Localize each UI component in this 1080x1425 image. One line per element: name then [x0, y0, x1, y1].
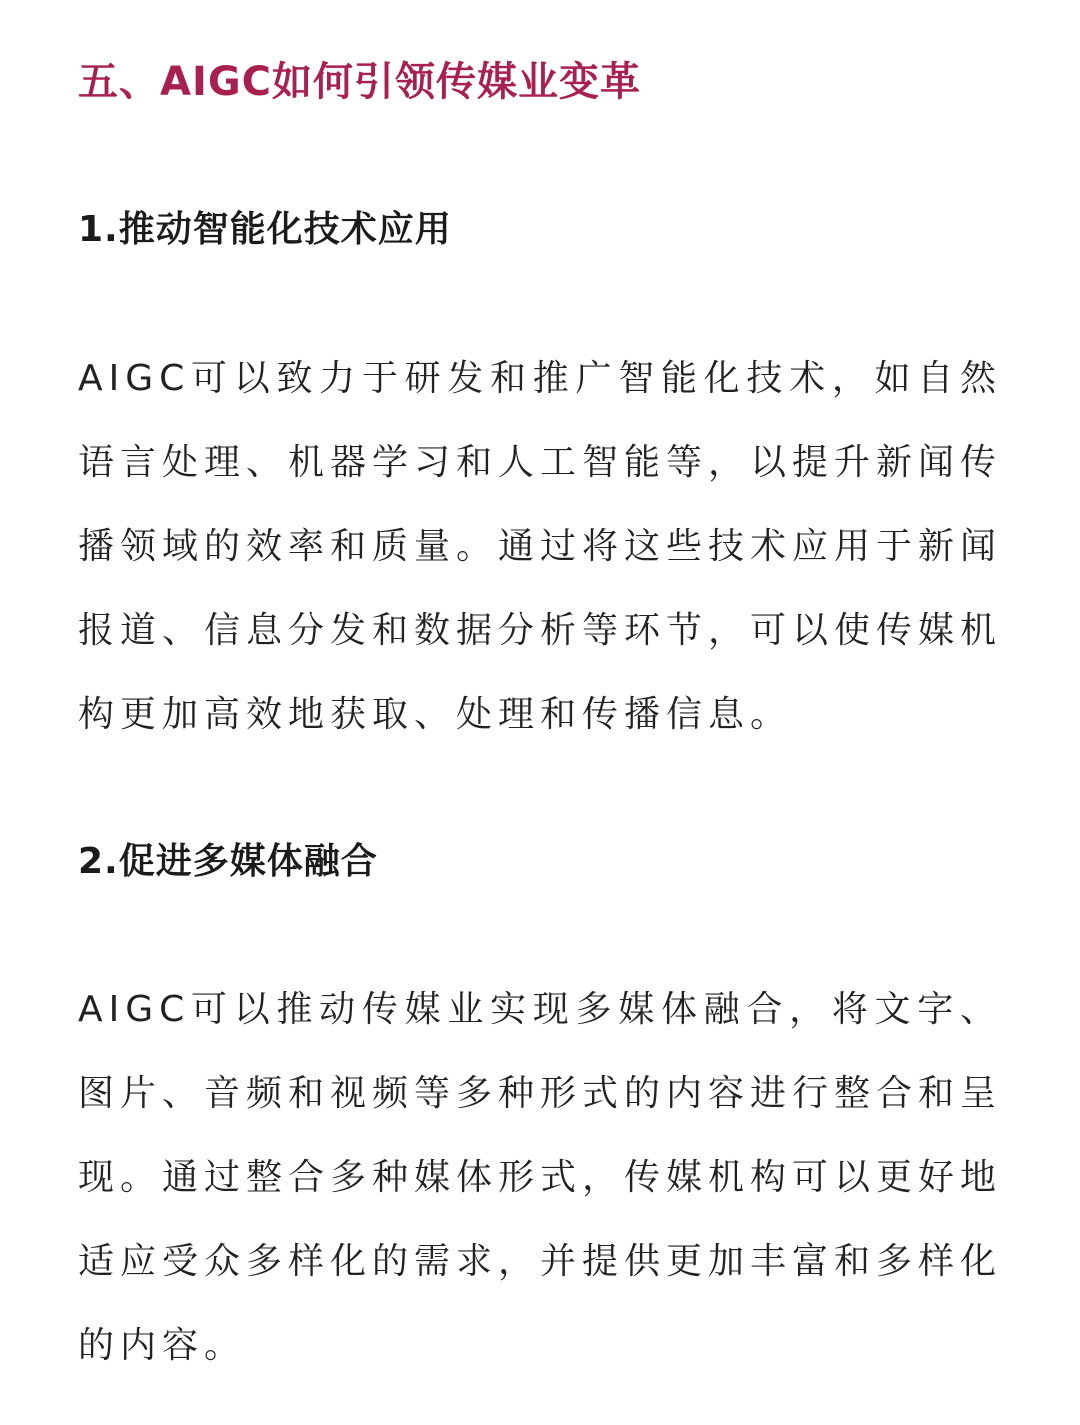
section-title: 五、AIGC如何引领传媒业变革: [78, 59, 642, 105]
subheading-multimedia: 2.促进多媒体融合: [78, 841, 378, 882]
paragraph-smart-tech: AIGC可以致力于研发和推广智能化技术，如自然语言处理、机器学习和人工智能等，以提升新闻传播领域的效率和质量。通过将这些技术应用于新闻报道、信息分发和数据分析等环节，可以使传媒机构更加高效地获取、处理和传播信息。: [78, 358, 1003, 735]
paragraph-multimedia: AIGC可以推动传媒业实现多媒体融合，将文字、图片、音频和视频等多种形式的内容进行整合和呈现。通过整合多种媒体形式，传媒机构可以更好地适应受众多样化的需求，并提供更加丰富和多样化的内容。: [78, 989, 1003, 1366]
subheading-smart-tech: 1.推动智能化技术应用: [78, 209, 452, 250]
